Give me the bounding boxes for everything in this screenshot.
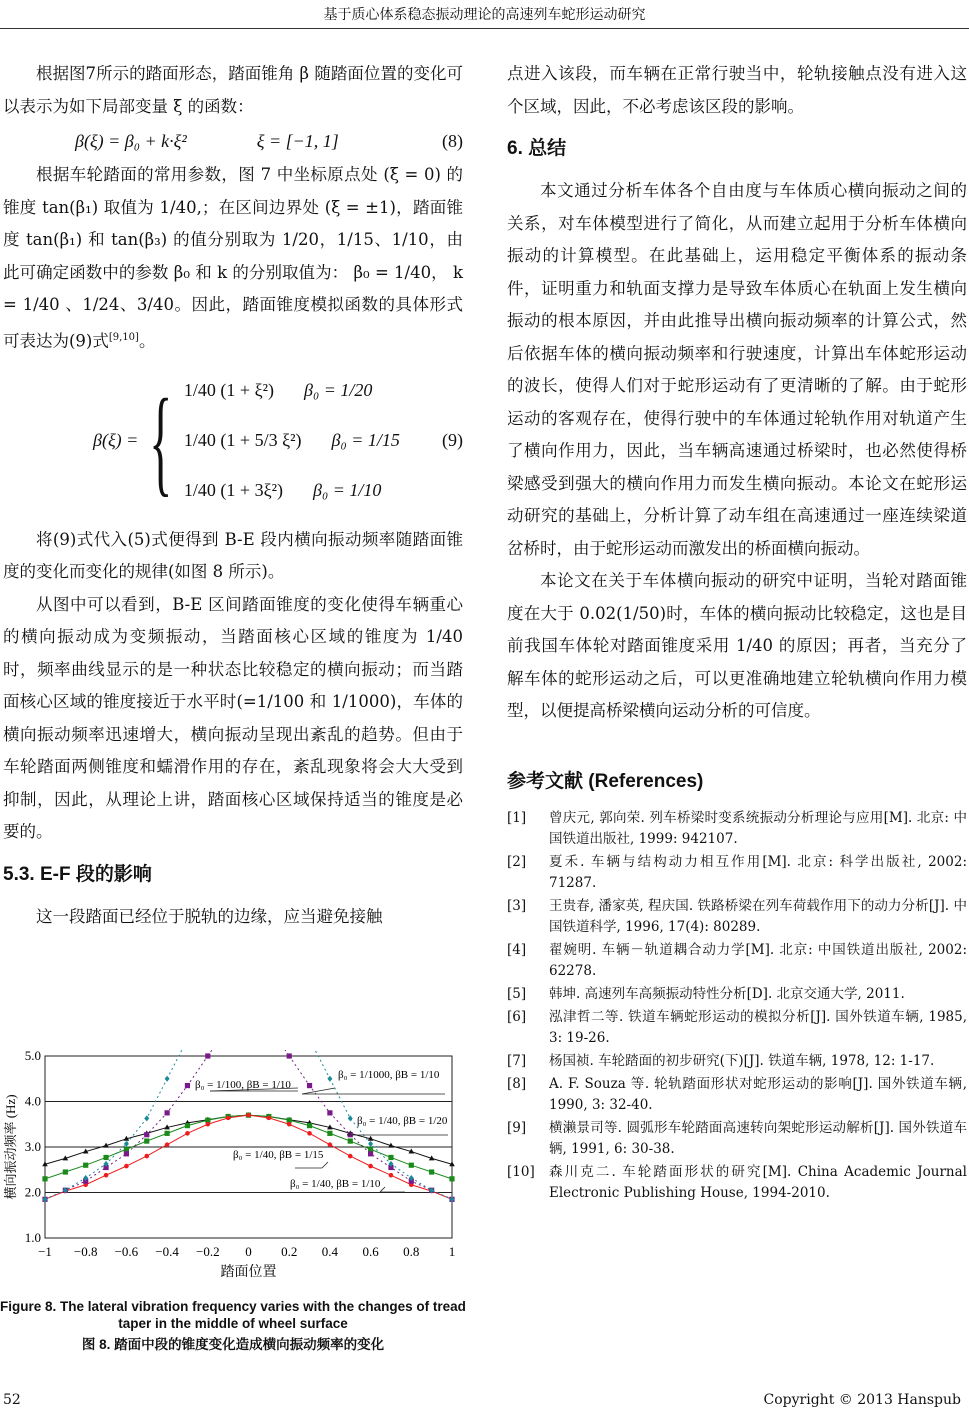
x-tick-label: 1 xyxy=(448,1244,456,1259)
reference-number: [10] xyxy=(507,1163,535,1180)
equation-9 xyxy=(93,366,463,516)
case-formula: 1/40 (1 + 3ξ²) xyxy=(183,480,283,501)
x-tick-label: −0.8 xyxy=(73,1244,98,1259)
equation-lhs: β(ξ) = xyxy=(93,430,139,451)
reference-text: 夏禾. 车辆与结构动力相互作用[M]. 北京: 科学出版社, 2002: 71287. xyxy=(549,853,967,891)
data-point xyxy=(144,1138,149,1143)
reference-item xyxy=(507,940,967,982)
data-point xyxy=(165,1131,170,1136)
data-point xyxy=(307,1123,312,1128)
paragraph: 从图中可以看到，B-E 区间踏面锥度的变化使得车辆重心的横向振动成为变频振动，当踏面核心区域的锥度为 1/40 时，频率曲线显示的是一种状态比较稳定的横向振动；而当踏面核心区域的锥度接近于水平时(=1/100 和 1/1000)，车体的横向振动频率迅速增大，横向振动呈现出紊乱的趋势。但由于车轮踏面两侧锥度和蠕滑作用的存在，紊乱现象将会大大受到抑制，因此，从理论上讲，踏面核心区域保持适当的锥度是必要的。 xyxy=(3,594,463,841)
data-point xyxy=(307,1083,312,1088)
figure-caption-en: Figure 8. The lateral vibration frequency varies with the changes of tread taper in the middle of wheel surface xyxy=(0,1299,466,1331)
data-point xyxy=(103,1155,108,1160)
data-point xyxy=(246,1113,251,1118)
x-tick-label: −0.2 xyxy=(196,1244,220,1259)
citation: [9,10] xyxy=(108,331,139,343)
reference-item xyxy=(507,1074,967,1116)
series-annotation: β₀ = 1/1000, βB = 1/10 xyxy=(338,1069,440,1081)
data-point xyxy=(368,1164,373,1169)
reference-item xyxy=(507,984,967,1005)
equation-cases xyxy=(184,366,400,516)
annotation-leader xyxy=(322,1162,328,1168)
reference-number: [1] xyxy=(507,809,527,826)
reference-text: A. F. Souza 等. 轮轨踏面形状对蛇形运动的影响[J]. 国外铁道车辆, 1990, 3: 32-40. xyxy=(549,1075,967,1113)
paragraph: 本文通过分析车体各个自由度与车体质心横向振动之间的关系，对车体模型进行了简化，从而建立起用于分析车体横向振动的计算模型。在此基础上，运用稳定平衡体系的振动条件，证明重力和轨面支撑力是导致车体质心在轨面上发生横向振动的根本原因，并由此推导出横向振动频率的计算公式，然后依据车体的横向振动频率和行驶速度，计算出车体蛇形运动的波长，使得人们对于蛇形运动有了更清晰的了解。由于蛇形运动的客观存在，使得行驶中的车体通过轮轨作用对轨道产生了横向作用力，因此，当车辆高速通过桥梁时，也必然使得桥梁感受到强大的横向作用力而发生横向振动。本论文在蛇形运动研究的基础上，分析计算了动车组在高速通过一座连续梁道岔桥时，由于蛇形运动而激发出的桥面横向振动。 xyxy=(507,181,967,558)
data-point xyxy=(144,1154,149,1159)
equation-8 xyxy=(3,123,463,159)
reference-text: 横濑景司等. 圆弧形车轮踏面高速转向架蛇形运动解析[J]. 国外铁道车辆, 1991, 6: 30-38. xyxy=(549,1119,967,1157)
reference-text: 森川克二. 车轮踏面形状的研究[M]. China Academic Journal Electronic Publishing House, 1994-2010. xyxy=(549,1163,967,1201)
reference-text: 王贵春, 潘家英, 程庆国. 铁路桥梁在列车荷载作用下的动力分析[J]. 中国铁道科学, 1996, 17(4): 80289. xyxy=(549,897,967,935)
data-point xyxy=(165,1142,170,1147)
paragraph xyxy=(3,159,463,358)
reference-number: [2] xyxy=(507,853,527,870)
data-point xyxy=(144,1115,149,1121)
reference-number: [9] xyxy=(507,1119,527,1136)
y-axis-label: 横向振动频率 (Hz) xyxy=(3,1094,18,1200)
data-point xyxy=(307,1131,312,1136)
left-column xyxy=(3,58,463,933)
reference-text: 翟婉明. 车辆－轨道耦合动力学[M]. 北京: 中国铁道出版社, 2002: 62278. xyxy=(549,941,967,979)
reference-text: 杨国祯. 车轮踏面的初步研究(下)[J]. 铁道车辆, 1978, 12: 1-17. xyxy=(549,1052,935,1069)
data-point xyxy=(165,1076,170,1082)
data-point xyxy=(124,1164,129,1169)
y-tick-label: 4.0 xyxy=(24,1093,41,1109)
reference-number: [7] xyxy=(507,1052,527,1069)
header-rule xyxy=(0,28,969,29)
x-tick-label: −1 xyxy=(38,1244,52,1259)
case-condition: β₀ = 1/10 xyxy=(312,480,382,501)
figure-caption-zh: 图 8. 踏面中段的锥度变化造成横向振动频率的变化 xyxy=(81,1337,385,1352)
reference-item xyxy=(507,896,967,938)
case-row xyxy=(184,416,400,466)
series-annotation: β₀ = 1/40, βB = 1/10 xyxy=(290,1178,381,1190)
data-point xyxy=(226,1116,231,1121)
running-header: 基于质心体系稳态振动理论的高速列车蛇形运动研究 xyxy=(323,7,646,23)
reference-number: [4] xyxy=(507,941,527,958)
data-point xyxy=(63,1169,68,1174)
brace: { xyxy=(149,373,173,507)
data-point xyxy=(205,1053,210,1058)
data-point xyxy=(368,1141,373,1147)
data-point xyxy=(409,1163,414,1168)
copyright: Copyright © 2013 Hanspub xyxy=(763,1392,961,1408)
reference-item xyxy=(507,852,967,894)
case-condition: β₀ = 1/20 xyxy=(303,380,373,401)
case-condition: β₀ = 1/15 xyxy=(331,430,400,451)
reference-item xyxy=(507,808,967,850)
series-annotation: β₀ = 1/40, βB = 1/20 xyxy=(357,1115,448,1127)
reference-item xyxy=(507,1162,967,1204)
case-row xyxy=(184,466,400,516)
reference-text: 泓津哲二等. 铁道车辆蛇形运动的模拟分析[J]. 国外铁道车辆, 1985, 3: 19-26. xyxy=(549,1008,967,1046)
y-tick-label: 1.0 xyxy=(24,1230,41,1245)
data-point xyxy=(104,1173,109,1178)
data-point xyxy=(144,1132,149,1137)
paragraph: 本论文在关于车体横向振动的研究中证明，当轮对踏面锥度在大于 0.02(1/50)时，车体的横向振动比较稳定，这也是目前我国车体轮对踏面锥度采用 1/40 的原因；再者，当充分了解车体的蛇形运动之后，可以更准确地建立轮轨横向作用力模型，以便提高桥梁横向运动分析的可信度。 xyxy=(507,571,967,720)
reference-item xyxy=(507,1051,967,1072)
data-point xyxy=(267,1116,272,1121)
series-annotation: β₀ = 1/100, βB = 1/10 xyxy=(195,1079,291,1091)
data-point xyxy=(185,1123,190,1128)
data-point xyxy=(327,1131,332,1136)
reference-list xyxy=(507,808,967,1204)
data-point xyxy=(348,1115,353,1121)
data-point xyxy=(83,1163,88,1168)
paragraph: 将(9)式代入(5)式便得到 B-E 段内横向振动频率随踏面锥度的变化而变化的规律(如图 8 所示)。 xyxy=(3,529,463,581)
data-point xyxy=(388,1155,393,1160)
case-formula: 1/40 (1 + ξ²) xyxy=(183,380,274,401)
data-point xyxy=(348,1154,353,1159)
equation-number: (9) xyxy=(442,430,463,451)
annotation-leader xyxy=(302,1088,335,1094)
references-heading: 参考文献 (References) xyxy=(507,770,704,792)
paragraph: 点进入该段，而车辆在正常行驶当中，轮轨接触点没有进入这个区域，因此，不必考虑该区段的影响。 xyxy=(507,64,967,116)
reference-number: [8] xyxy=(507,1075,527,1092)
paragraph: 这一段踏面已经位于脱轨的边缘，应当避免接触 xyxy=(36,906,383,926)
data-point xyxy=(185,1131,190,1136)
reference-text: 韩坤. 高速列车高频振动特性分析[D]. 北京交通大学, 2011. xyxy=(549,985,905,1002)
reference-number: [5] xyxy=(507,985,527,1002)
data-point xyxy=(328,1142,333,1147)
y-tick-label: 5.0 xyxy=(24,1048,41,1063)
annotation-leader xyxy=(380,1187,385,1192)
paragraph-end: 。 xyxy=(138,331,156,350)
reference-item xyxy=(507,1118,967,1160)
x-tick-label: −0.4 xyxy=(155,1244,179,1259)
equation-number: (8) xyxy=(442,130,463,151)
data-point xyxy=(206,1122,211,1127)
x-tick-label: 0.4 xyxy=(321,1244,339,1259)
data-point xyxy=(449,1176,454,1181)
data-point xyxy=(327,1076,332,1082)
equation-domain: ξ = [−1, 1] xyxy=(256,130,339,151)
data-point xyxy=(287,1053,292,1058)
x-tick-label: −0.6 xyxy=(114,1244,139,1259)
case-row xyxy=(184,366,400,416)
case-formula: 1/40 (1 + 5/3 ξ²) xyxy=(183,430,302,451)
page-number: 52 xyxy=(3,1392,21,1408)
series-annotation: β₀ = 1/40, βB = 1/15 xyxy=(233,1149,324,1161)
figure-8-chart xyxy=(0,1040,470,1290)
data-point xyxy=(42,1176,47,1181)
data-point xyxy=(429,1169,434,1174)
data-point xyxy=(124,1151,129,1156)
y-tick-label: 2.0 xyxy=(24,1184,41,1200)
x-tick-label: 0.2 xyxy=(281,1244,298,1259)
x-tick-label: 0.6 xyxy=(362,1244,379,1259)
section-heading-6: 6. 总结 xyxy=(507,138,567,159)
paragraph-text: 根据车轮踏面的常用参数，图 7 中坐标原点处 (ξ = 0) 的锥度 tan(β₁) 取值为 1/40,；在区间边界处 (ξ = ±1)，踏面锥度 tan(β₁) 和 tan(β₃) 的值分别取为 1/20，1/15、1/10，由此可确定函数中的参数 β₀ 和 k 的分别取值为： β₀ = 1/40， k = 1/40 、1/24、3/40。因此，踏面锥度模拟函数的具体形式可表达为(9)式 xyxy=(3,165,463,350)
right-column xyxy=(507,58,967,1206)
section-heading-5-3: 5.3. E-F 段的影响 xyxy=(3,863,152,885)
data-point xyxy=(368,1151,373,1156)
data-point xyxy=(327,1110,332,1115)
data-point xyxy=(124,1147,129,1152)
equation-body: β(ξ) = β₀ + k·ξ² xyxy=(75,130,187,151)
reference-item xyxy=(507,1007,967,1049)
paragraph: 根据图7所示的踏面形态，踏面锥角 β 随踏面位置的变化可以表示为如下局部变量 ξ 的函数： xyxy=(3,64,463,116)
reference-number: [6] xyxy=(507,1008,527,1025)
data-point xyxy=(287,1122,292,1127)
y-tick-label: 3.0 xyxy=(24,1139,41,1154)
data-point xyxy=(165,1110,170,1115)
reference-text: 曾庆元, 郭向荣. 列车桥梁时变系统振动分析理论与应用[M]. 北京: 中国铁道出版社, 1999: 942107. xyxy=(549,809,967,847)
x-axis-label: 踏面位置 xyxy=(220,1265,277,1280)
x-tick-label: 0.8 xyxy=(403,1244,420,1259)
reference-number: [3] xyxy=(507,897,527,914)
data-point xyxy=(368,1147,373,1152)
data-point xyxy=(185,1083,190,1088)
data-point xyxy=(348,1138,353,1143)
x-tick-label: 0 xyxy=(245,1244,252,1259)
data-point xyxy=(389,1173,394,1178)
